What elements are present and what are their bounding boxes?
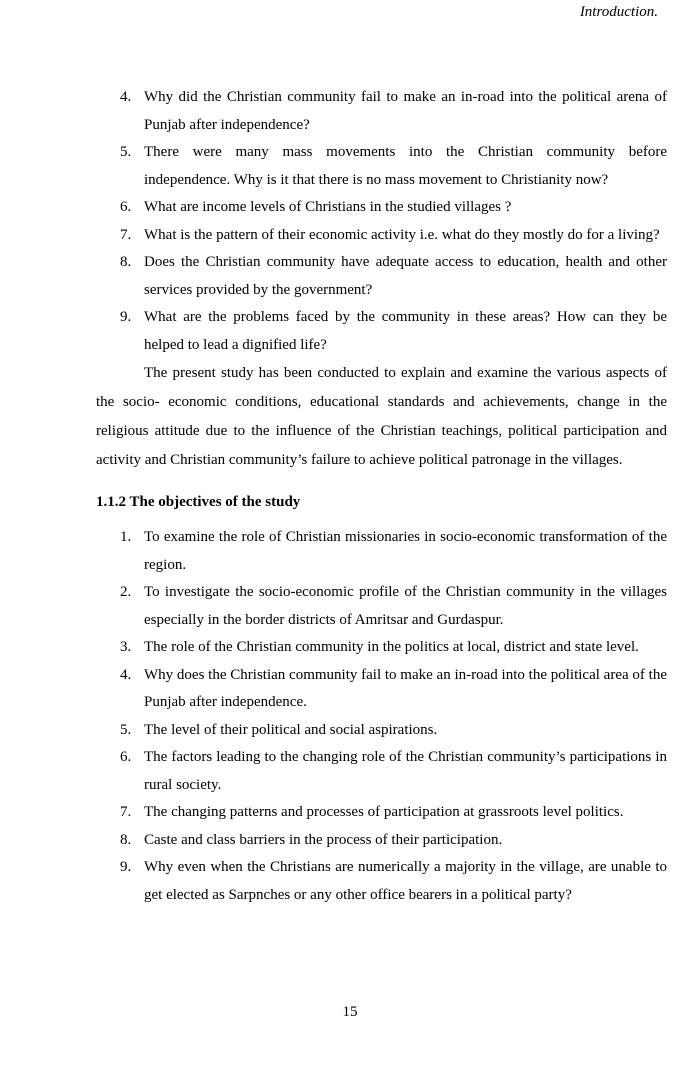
item-text: To examine the role of Christian missionaries in socio-economic transformation of the region.	[144, 529, 667, 573]
list-item	[96, 634, 667, 662]
item-number: 2.	[120, 584, 132, 600]
item-text: What is the pattern of their economic activity i.e. what do they mostly do for a living?	[144, 226, 660, 243]
item-number: 5.	[120, 144, 132, 160]
list-item	[96, 194, 667, 222]
item-text: Why even when the Christians are numerically a majority in the village, are unable to get elected as Sarpnches or any other office bearers in a political party?	[144, 859, 667, 903]
item-number: 6.	[120, 749, 132, 765]
item-number: 8.	[120, 254, 132, 270]
list-item	[96, 662, 667, 717]
list-item	[96, 222, 667, 250]
item-number: 4.	[120, 89, 132, 105]
item-text: Caste and class barriers in the process of their participation.	[144, 831, 503, 848]
list-item	[96, 249, 667, 304]
item-number: 8.	[120, 831, 132, 848]
item-text: What are income levels of Christians in the studied villages ?	[144, 199, 512, 215]
list-item	[96, 524, 667, 579]
item-text: The changing patterns and processes of participation at grassroots level politics.	[144, 804, 624, 820]
list-item	[96, 799, 667, 827]
item-number: 9.	[120, 859, 132, 875]
item-number: 4.	[120, 666, 132, 683]
research-questions-list	[96, 84, 667, 359]
list-item	[96, 84, 667, 139]
item-text: The level of their political and social aspirations.	[144, 721, 438, 738]
item-text: The factors leading to the changing role of the Christian community’s participations in rural society.	[144, 749, 667, 793]
section-heading: 1.1.2 The objectives of the study	[96, 494, 301, 510]
study-paragraph: The present study has been conducted to explain and examine the various aspects of the socio- economic conditions, educational standards and achievements, change in the religious attitude due to the influence of the Christian teachings, political participation and activity and Christian community’s failure to achieve political patronage in the villages.	[96, 365, 667, 468]
list-item	[96, 827, 667, 855]
item-number: 9.	[120, 309, 132, 325]
list-item	[96, 717, 667, 745]
item-text: What are the problems faced by the community in these areas? How can they be helped to lead a dignified life?	[144, 309, 667, 353]
page-content	[96, 84, 667, 909]
page-number: 15	[342, 1004, 358, 1020]
item-text: Why does the Christian community fail to make an in-road into the political area of the Punjab after independence.	[144, 666, 667, 710]
item-number: 7.	[120, 226, 132, 243]
item-text: There were many mass movements into the Christian community before independence. Why is it that there is no mass movement to Christianity now?	[144, 144, 667, 188]
running-header: Introduction.	[579, 4, 658, 20]
item-number: 7.	[120, 804, 132, 820]
item-number: 3.	[120, 639, 132, 655]
item-text: To investigate the socio-economic profile of the Christian community in the villages especially in the border districts of Amritsar and Gurdaspur.	[144, 584, 667, 628]
item-text: Does the Christian community have adequate access to education, health and other services provided by the government?	[144, 254, 667, 298]
objectives-list	[96, 524, 667, 909]
item-text: Why did the Christian community fail to make an in-road into the political arena of Punjab after independence?	[144, 89, 667, 133]
item-number: 1.	[120, 529, 132, 545]
item-number: 6.	[120, 199, 132, 215]
item-text: The role of the Christian community in the politics at local, district and state level.	[144, 639, 639, 655]
list-item	[96, 304, 667, 359]
list-item	[96, 579, 667, 634]
list-item	[96, 744, 667, 799]
list-item	[96, 854, 667, 909]
list-item	[96, 139, 667, 194]
item-number: 5.	[120, 721, 132, 738]
